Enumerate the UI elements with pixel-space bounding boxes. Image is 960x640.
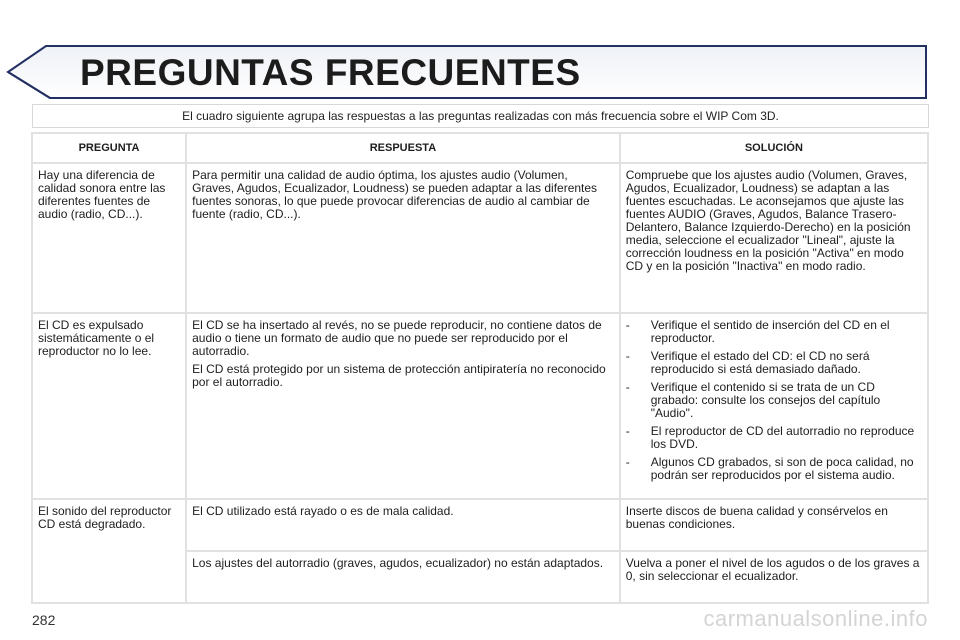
dash-marker: - bbox=[625, 349, 630, 363]
question-cell: El CD es expulsado sistemáticamente o el reproductor no lo lee. bbox=[32, 313, 186, 499]
title-banner bbox=[0, 0, 960, 110]
faq-table bbox=[31, 132, 929, 604]
solution-cell: Compruebe que los ajustes audio (Volumen, Graves, Agudos, Ecualizador, Loudness) se adaptan a las fuentes escuchadas. Le aconsejamos que ajuste las fuentes AUDIO (Graves, Agudos, Balance Trasero-Delantero, Balance Izquierdo-Derecho) en la posición media, seleccione el ecualizador "Lineal", ajuste la corrección loudness en la posición "Activa" en modo CD y en la posición "Inactiva" en modo radio. bbox=[620, 163, 928, 313]
answer-paragraph: El CD utilizado está rayado o es de mala calidad. bbox=[192, 504, 454, 518]
answer-cell bbox=[186, 499, 620, 551]
solution-item bbox=[626, 456, 921, 482]
dash-marker: - bbox=[625, 318, 630, 332]
header-answer: RESPUESTA bbox=[186, 133, 620, 163]
header-question: PREGUNTA bbox=[32, 133, 186, 163]
solution-item-text: Verifique el sentido de inserción del CD en el reproductor. bbox=[650, 318, 890, 345]
solution-cell: Inserte discos de buena calidad y consérvelos en buenas condiciones. bbox=[620, 499, 928, 551]
answer-cell bbox=[186, 163, 620, 313]
solution-item-text: Verifique el contenido si se trata de un CD grabado: consulte los consejos del capítulo "Audio". bbox=[650, 380, 881, 420]
solution-item-text: El reproductor de CD del autorradio no reproduce los DVD. bbox=[650, 424, 915, 451]
solution-item bbox=[626, 381, 921, 420]
solution-item bbox=[626, 425, 921, 451]
solution-cell: Vuelva a poner el nivel de los agudos o de los graves a 0, sin seleccionar el ecualizador. bbox=[620, 551, 928, 603]
dash-marker: - bbox=[625, 455, 630, 469]
answer-cell bbox=[186, 313, 620, 499]
solution-item bbox=[626, 319, 921, 345]
solution-item bbox=[626, 350, 921, 376]
answer-cell bbox=[186, 551, 620, 603]
table-header-row bbox=[32, 133, 928, 163]
solution-item-text: Verifique el estado del CD: el CD no será reproducido si está demasiado dañado. bbox=[650, 349, 870, 376]
page-title: PREGUNTAS FRECUENTES bbox=[80, 52, 581, 93]
question-cell: Hay una diferencia de calidad sonora entre las diferentes fuentes de audio (radio, CD...). bbox=[32, 163, 186, 313]
header-solution: SOLUCIÓN bbox=[620, 133, 928, 163]
page-number: 282 bbox=[32, 612, 56, 628]
dash-marker: - bbox=[625, 424, 630, 438]
solution-cell bbox=[620, 313, 928, 499]
question-cell: El sonido del reproductor CD está degradado. bbox=[32, 499, 186, 603]
table-row bbox=[32, 313, 928, 499]
dash-marker: - bbox=[625, 380, 630, 394]
answer-paragraph: El CD se ha insertado al revés, no se puede reproducir, no contiene datos de audio o tiene un formato de audio que no puede ser reproducido por el autorradio. bbox=[192, 318, 602, 358]
intro-text: El cuadro siguiente agrupa las respuestas a las preguntas realizadas con más frecuencia sobre el WIP Com 3D. bbox=[32, 104, 929, 128]
table-row bbox=[32, 499, 928, 551]
solution-item-text: Algunos CD grabados, si son de poca calidad, no podrán ser reproducidos por el sistema audio. bbox=[650, 455, 914, 482]
answer-paragraph: El CD está protegido por un sistema de protección antipiratería no reconocido por el autorradio. bbox=[192, 362, 606, 389]
solution-list bbox=[626, 319, 921, 482]
answer-paragraph: Para permitir una calidad de audio óptima, los ajustes audio (Volumen, Graves, Agudos, Ecualizador, Loudness) se pueden adaptar a las diferentes fuentes sonoras, lo que puede provocar diferencias de audio al cambiar de fuente (radio, CD...). bbox=[192, 168, 598, 221]
table-row bbox=[32, 163, 928, 313]
answer-paragraph: Los ajustes del autorradio (graves, agudos, ecualizador) no están adaptados. bbox=[192, 556, 604, 570]
watermark: carmanualsonline.info bbox=[703, 606, 928, 631]
